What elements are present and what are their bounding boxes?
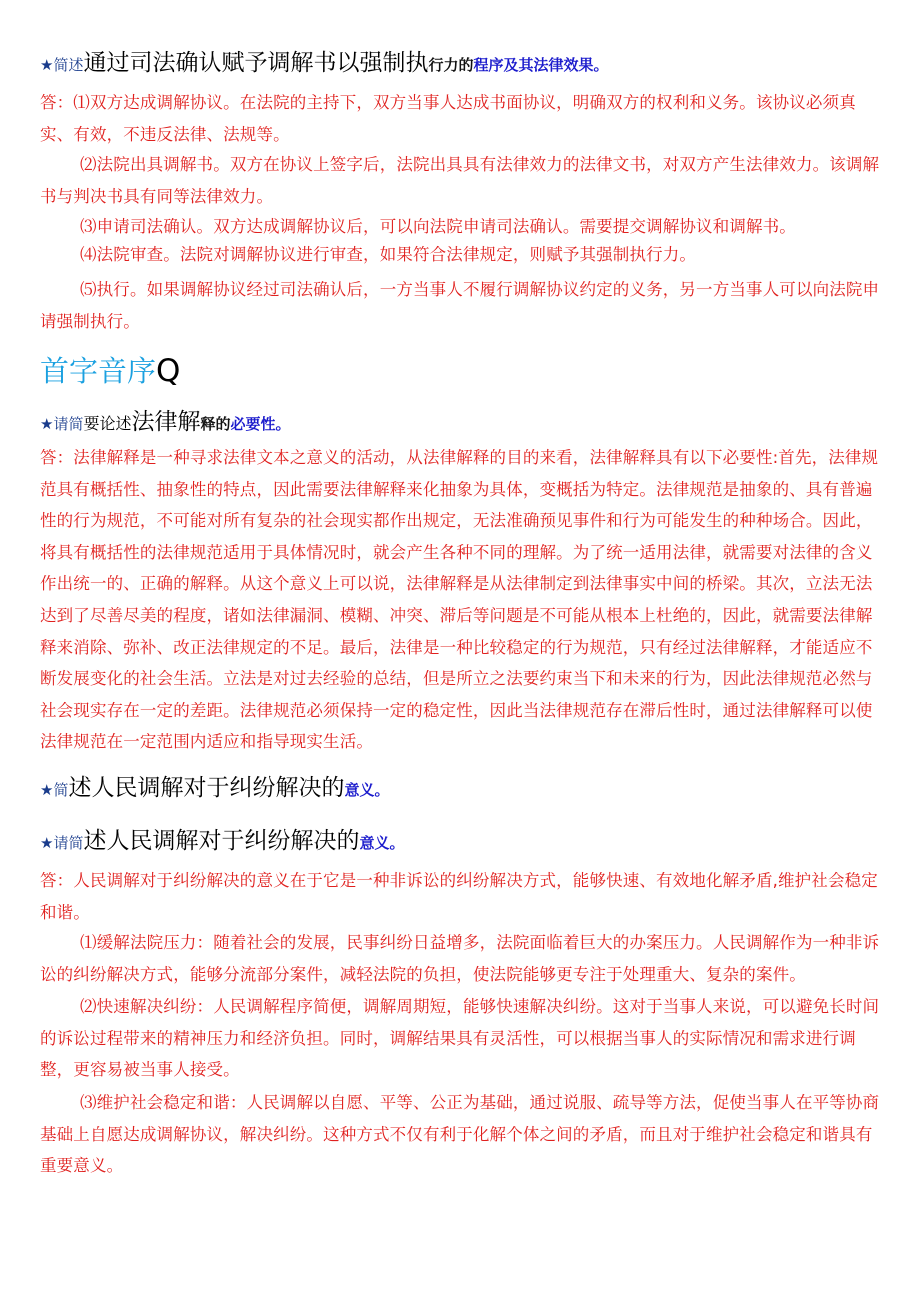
answer-1-paragraph-2: ⑵法院出具调解书。双方在协议上签字后，法院出具具有法律效力的法律文书，对双方产生法律效力。该调解书与判决书具有同等法律效力。 bbox=[40, 155, 880, 206]
question-1-title bbox=[40, 52, 609, 75]
answer-2-paragraph: 答：法律解释是一种寻求法律文本之意义的活动，从法律解释的目的来看，法律解释具有以下必要性:首先，法律规范具有概括性、抽象性的特点，因此需要法律解释来化抽象为具体，变概括为特定。法律规范是抽象的、具有普遍性的行为规范，不可能对所有复杂的社会现实都作出规定，无法准确预见事件和行为可能发生的种种场合。因此，将具有概括性的法律规范适用于具体情况时，就会产生各种不同的理解。为了统一适用法律，就需要对法律的含义作出统一的、正确的解释。从这个意义上可以说，法律解释是从法律制定到法律事实中间的桥梁。其次，立法无法达到了尽善尽美的程度，诸如法律漏洞、模糊、冲突、滞后等问题是不可能从根本上杜绝的，因此，就需要法律解释来消除、弥补、改正法律规定的不足。最后，法律是一种比较稳定的行为规范，只有经过法律解释，才能适应不断发展变化的社会生活。立法是对过去经验的总结，但是所立之法要约束当下和未来的行为，因此法律规范必然与社会现实存在一定的差距。法律规范必须保持一定的稳定性，因此当法律规范存在滞后性时，通过法律解释可以使法律规范在一定范围内适应和指导现实生活。 bbox=[40, 448, 879, 752]
question-bold-blue-text: 必要性。 bbox=[230, 415, 291, 433]
question-bold-blue-text: 意义。 bbox=[359, 834, 405, 852]
answer-1-paragraph-5: ⑸执行。如果调解协议经过司法确认后，一方当事人不履行调解协议约定的义务，另一方当事人可以向法院申请强制执行。 bbox=[40, 280, 880, 331]
question-bold-blue-text: 程序及其法律效果。 bbox=[473, 56, 609, 74]
question-prefix: 简 bbox=[53, 781, 69, 799]
section-heading bbox=[40, 353, 181, 389]
answer-4-paragraph-1: 答：人民调解对于纠纷解决的意义在于它是一种非诉讼的纠纷解决方式，能够快速、有效地化解矛盾,维护社会稳定和谐。 bbox=[40, 871, 878, 922]
question-main-text: 述人民调解对于纠纷解决的 bbox=[68, 775, 345, 801]
question-bold-text: 释的 bbox=[200, 415, 231, 433]
question-2-title bbox=[40, 411, 291, 434]
question-4-title bbox=[40, 830, 404, 853]
question-3-title bbox=[40, 777, 389, 800]
answer-4-paragraph-3: ⑵快速解决纠纷：人民调解程序简便，调解周期短，能够快速解决纠纷。这对于当事人来说，可以避免长时间的诉讼过程带来的精神压力和经济负担。同时，调解结果具有灵活性，可以根据当事人的实际情况和需求进行调整，更容易被当事人接受。 bbox=[40, 997, 880, 1080]
answer-1-paragraph-1: 答：⑴双方达成调解协议。在法院的主持下，双方当事人达成书面协议，明确双方的权利和义务。该协议必须真实、有效，不违反法律、法规等。 bbox=[40, 93, 856, 144]
question-bold-blue-text: 意义。 bbox=[344, 781, 390, 799]
question-main-text: 法律解 bbox=[131, 409, 201, 435]
question-main-text: 述人民调解对于纠纷解决的 bbox=[83, 828, 360, 854]
star-icon: ★ bbox=[40, 415, 54, 433]
question-bold-text: 行力的 bbox=[428, 56, 474, 74]
star-icon: ★ bbox=[40, 781, 54, 799]
question-prefix: 简述 bbox=[53, 56, 84, 74]
question-main-text: 通过司法确认赋予调解书以强制执 bbox=[83, 50, 429, 76]
answer-4-paragraph-4: ⑶维护社会稳定和谐：人民调解以自愿、平等、公正为基础，通过说服、疏导等方法，促使当事人在平等协商基础上自愿达成调解协议，解决纠纷。这种方式不仅有利于化解个体之间的矛盾，而且对于维护社会稳定和谐具有重要意义。 bbox=[40, 1093, 880, 1176]
question-prefix: 请简 bbox=[53, 834, 84, 852]
star-icon: ★ bbox=[40, 56, 54, 74]
question-mid-text: 要论述 bbox=[83, 414, 132, 433]
answer-1-paragraph-3: ⑶申请司法确认。双方达成调解协议后，可以向法院申请司法确认。需要提交调解协议和调解书。 bbox=[80, 217, 796, 236]
star-icon: ★ bbox=[40, 834, 54, 852]
answer-1-paragraph-4: ⑷法院审查。法院对调解协议进行审查，如果符合法律规定，则赋予其强制执行力。 bbox=[80, 245, 697, 264]
section-heading-text: 首字音序 bbox=[40, 354, 157, 388]
section-heading-letter: Q bbox=[156, 353, 181, 389]
question-prefix: 请简 bbox=[53, 415, 84, 433]
answer-4-paragraph-2: ⑴缓解法院压力：随着社会的发展，民事纠纷日益增多，法院面临着巨大的办案压力。人民调解作为一种非诉讼的纠纷解决方式，能够分流部分案件，减轻法院的负担，使法院能够更专注于处理重大、复杂的案件。 bbox=[40, 933, 880, 984]
